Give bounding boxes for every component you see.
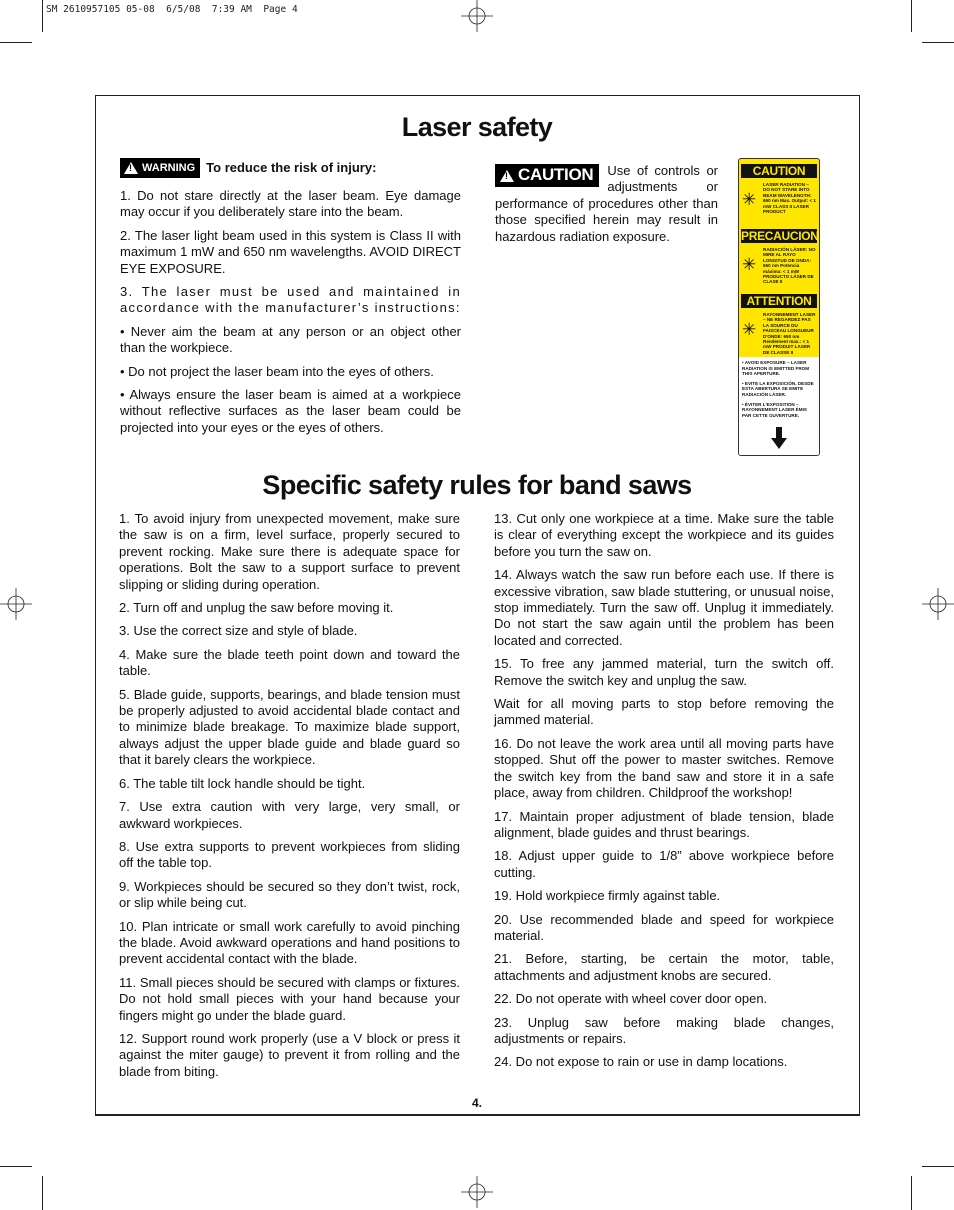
crop-mark: [42, 0, 43, 32]
page-number: 4.: [471, 1096, 482, 1110]
crop-mark: [922, 1166, 954, 1167]
rule-item: 9. Workpieces should be secured so they don’t twist, rock, or slip while being cut.: [119, 878, 460, 911]
registration-mark-icon: [461, 0, 493, 32]
laser-warning-label: [738, 158, 820, 456]
caution-triangle-icon: [500, 170, 514, 182]
caution-badge: [495, 164, 599, 187]
rule-item: 22. Do not operate with wheel cover door open.: [494, 991, 768, 1007]
rule-item: 4. Make sure the blade teeth point down and toward the table.: [119, 646, 460, 679]
rule-item: 18. Adjust upper guide to 1/8” above workpiece before cutting.: [494, 848, 834, 880]
rule-item: 20. Use recommended blade and speed for workpiece material.: [494, 911, 834, 943]
rules-right-column: [494, 511, 834, 1078]
rule-item: 12. Support round work properly (use a V block or press it against the miter gauge) to prevent it from rolling and the blade from biting.: [119, 1030, 460, 1079]
band-saw-rules-title: Specific safety rules for band saws: [262, 470, 692, 500]
label-caution-row: [739, 180, 819, 224]
label-caution-text: LASER RADIATION – DO NOT STARE INTO BEAM WAVELENGTH: 650 nm Max. Output: < 1 mW CLASS II LASER PRODUCT: [763, 182, 816, 215]
laser-safety-title: Laser safety: [401, 112, 553, 142]
rule-item: 21. Before, starting, be certain the motor, table, attachments and adjustment knobs are secured.: [494, 951, 834, 983]
crop-mark: [0, 42, 32, 43]
rule-item: 2. Turn off and unplug the saw before moving it.: [119, 600, 394, 616]
laser-item: • Do not project the laser beam into the eyes of others.: [120, 363, 434, 379]
crop-mark: [911, 0, 912, 32]
laser-starburst-icon: ✳: [742, 255, 757, 274]
laser-warning-column: [120, 158, 461, 443]
label-footer-line: • AVOID EXPOSURE – LASER RADIATION IS EMITTED FROM THIS APERTURE.: [742, 360, 810, 377]
label-precaucion-header: PRECAUCION: [741, 229, 819, 243]
rule-item: 6. The table tilt lock handle should be tight.: [119, 775, 366, 791]
rule-item: 5. Blade guide, supports, bearings, and blade tension must be properly adjusted to avoid accidental blade contact and to minimize blade breakage. To maximize blade support, always adjust the upper blade guide and blade guard so that it barely clears the workpiece.: [119, 686, 460, 768]
label-attention-text: RAYONNEMENT LASER – NE REGARDEZ PAS LA SOURCE DU FAISCEAU LONGUEUR D'ONDE: 650 nm Rendement max.: < 1 mW PRODUIT LASER DE CLASSE II: [763, 312, 816, 355]
crop-mark: [0, 1166, 32, 1167]
caution-text: Use of controls or adjustments or performance of procedures other than those specified herein may result in hazardous radiation exposure.: [495, 163, 718, 244]
laser-item: 3. The laser must be used and maintained in accordance with the manufacturer’s instructions:: [120, 284, 461, 316]
label-attention-row: [739, 310, 819, 354]
rule-item: 24. Do not expose to rain or use in damp locations.: [494, 1054, 788, 1070]
registration-mark-icon: [0, 588, 32, 620]
label-aperture-notice: [739, 357, 819, 455]
laser-item: 1. Do not stare directly at the laser beam. Eye damage may occur if you deliberately stare into the beam.: [120, 188, 461, 220]
rule-item: 1. To avoid injury from unexpected movement, make sure the saw is on a firm, level surface, properly secured to prevent rocking. Make sure there is adequate space for operations. Bolt the saw to a support surface to prevent slipping or sliding during operation.: [119, 511, 460, 592]
print-slug: SM 2610957105 05-08 6/5/08 7:39 AM Page 4: [46, 4, 298, 15]
rule-item: 14. Always watch the saw run before each use. If there is excessive vibration, saw blade stuttering, or unusual noise, stop immediately. Turn the saw off. Unplug it immediately. Do not start the saw again until the problem has been located and corrected.: [494, 567, 834, 648]
warning-badge: [120, 158, 200, 178]
rule-item: 11. Small pieces should be secured with clamps or fixtures. Do not hold small pieces with your hand because your fingers might go under the blade guard.: [119, 974, 460, 1023]
rule-item: 10. Plan intricate or small work carefully to avoid pinching the blade. Avoid awkward operations and hand positions to prevent accidental contact with the blade.: [119, 918, 460, 967]
down-arrow-icon: [771, 438, 787, 449]
crop-mark: [911, 1176, 912, 1210]
warning-line: [120, 158, 461, 178]
laser-caution-column: [495, 163, 718, 245]
label-footer-line: • EVITE LA EXPOSICIÓN. DESDE ESTA ABERTURA SE EMITE RADIACIÓN LÁSER.: [742, 380, 814, 397]
label-attention-header: ATTENTION: [741, 294, 817, 308]
rule-item: 3. Use the correct size and style of blade.: [119, 623, 358, 639]
label-precaucion-text: RADIACIÓN LÁSER: NO MIRE AL RAYO LONGITUD DE ONDA: 650 nm Potencia máxima: < 1 mW PRODUCTO LÁSER DE CLASE II: [763, 247, 816, 285]
caution-badge-label: CAUTION: [518, 165, 594, 185]
laser-item: • Never aim the beam at any person or an object other than the workpiece.: [120, 323, 461, 356]
rule-item: 13. Cut only one workpiece at a time. Make sure the table is clear of everything except the workpiece and its guides before you turn the saw on.: [494, 511, 834, 559]
label-precaucion-row: [739, 245, 819, 289]
rule-item: 7. Use extra caution with very large, very small, or awkward workpieces.: [119, 799, 460, 831]
registration-mark-icon: [461, 1176, 493, 1208]
label-footer-line: • ÉVITER L'EXPOSITION – RAYONNEMENT LASER ÉMIS PAR CETTE OUVERTURE.: [742, 401, 807, 418]
laser-starburst-icon: ✳: [742, 190, 757, 209]
rule-item: Wait for all moving parts to stop before removing the jammed material.: [494, 696, 834, 728]
rule-item: 8. Use extra supports to prevent workpieces from sliding off the table top.: [119, 838, 460, 871]
registration-mark-icon: [922, 588, 954, 620]
crop-mark: [922, 42, 954, 43]
laser-item: 2. The laser light beam used in this system is Class II with maximum 1 mW and 650 nm wavelengths. AVOID DIRECT EYE EXPOSURE.: [120, 227, 461, 276]
rule-item: 23. Unplug saw before making blade changes, adjustments or repairs.: [494, 1014, 834, 1046]
rule-item: 16. Do not leave the work area until all moving parts have stopped. Shut off the power to master switches. Remove the switch key from the band saw and store it in a safe place, away from children. Childproof the workshop!: [494, 735, 834, 801]
warning-heading: To reduce the risk of injury:: [206, 159, 377, 175]
rule-item: 17. Maintain proper adjustment of blade tension, blade alignment, blade guides and thrust bearings.: [494, 808, 834, 840]
crop-mark: [42, 1176, 43, 1210]
label-caution-header: CAUTION: [741, 164, 817, 178]
rule-item: 15. To free any jammed material, turn the switch off. Remove the switch key and unplug the saw.: [494, 656, 834, 688]
rules-left-column: [119, 511, 460, 1087]
laser-starburst-icon: ✳: [742, 320, 757, 339]
warning-triangle-icon: [124, 162, 138, 174]
laser-item: • Always ensure the laser beam is aimed at a workpiece without reflective surfaces as the laser beam could be projected into your eyes or the eyes of others.: [120, 387, 461, 435]
warning-badge-label: WARNING: [142, 161, 196, 174]
rule-item: 19. Hold workpiece firmly against table.: [494, 888, 721, 904]
